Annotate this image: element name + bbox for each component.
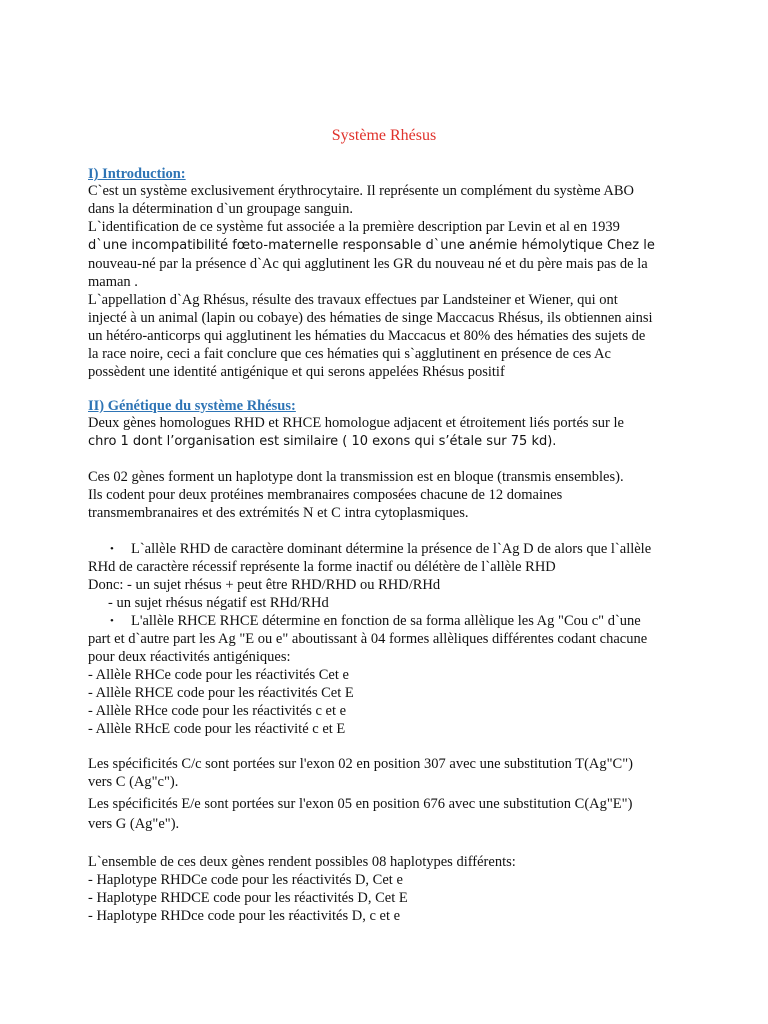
haplotype-paragraph-line: transmembranaires et des extrémités N et C intra cytoplasmiques.: [88, 505, 469, 521]
intro-line: C`est un système exclusivement érythrocytaire. Il représente un complément du système ABO: [88, 183, 635, 199]
intro-line: la race noire, ceci a fait conclure que ces hématies qui s`agglutinent en présence de ces Ac: [88, 346, 611, 362]
specificity-line: vers C (Ag"c").: [88, 774, 179, 790]
bullet-line: RHd de caractère récessif représente la forme inactif ou délétère de l`allèle RHD: [88, 559, 556, 575]
bullet-line: part et d`autre part les Ag "E ou e" aboutissant à 04 formes allèliques différentes codant chacune: [88, 631, 648, 647]
specificity-line: Les spécificités E/e sont portées sur l'exon 05 en position 676 avec une substitution C(Ag"E"): [88, 796, 633, 812]
intro-line: L`identification de ce système fut associée a la première description par Levin et al en 1939: [88, 219, 620, 235]
haplotype-item: - Haplotype RHDCe code pour les réactivités D, Cet e: [88, 872, 403, 888]
bullet-line: L`allèle RHD de caractère dominant détermine la présence de l`Ag D de alors que l`allèle: [131, 541, 652, 557]
specificity-line: Les spécificités C/c sont portées sur l'exon 02 en position 307 avec une substitution T(Ag"C"): [88, 756, 633, 772]
allele-item: - Allèle RHce code pour les réactivités c et e: [88, 703, 347, 719]
donc-line: - un sujet rhésus négatif est RHd/RHd: [108, 595, 329, 611]
intro-line: dans la détermination d`un groupage sanguin.: [88, 201, 353, 217]
donc-line: Donc: - un sujet rhésus + peut être RHD/RHD ou RHD/RHd: [88, 577, 441, 593]
bullet-icon: •: [110, 543, 114, 555]
page-title: Système Rhésus: [331, 127, 437, 144]
bullet-line: pour deux réactivités antigéniques:: [88, 649, 291, 665]
haplotype-paragraph-line: Ces 02 gènes forment un haplotype dont la transmission est en bloque (transmis ensembles).: [88, 469, 624, 485]
intro-line: maman .: [88, 274, 138, 290]
specificity-line: vers G (Ag"e").: [88, 816, 180, 832]
haplotype-item: - Haplotype RHDce code pour les réactivités D, c et e: [88, 908, 401, 924]
intro-line: L`appellation d`Ag Rhésus, résulte des travaux effectues par Landsteiner et Wiener, qui ont: [88, 292, 618, 308]
intro-line: un hétéro-anticorps qui agglutinent les hématies du Maccacus et 80% des hématies des sujets de: [88, 328, 646, 344]
genetics-line: Deux gènes homologues RHD et RHCE homologue adjacent et étroitement liés portés sur le: [88, 415, 624, 431]
haplotype-intro: L`ensemble de ces deux gènes rendent possibles 08 haplotypes différents:: [88, 854, 516, 870]
allele-item: - Allèle RHCE code pour les réactivités Cet E: [88, 685, 354, 701]
bullet-icon: •: [110, 615, 114, 627]
haplotype-paragraph-line: Ils codent pour deux protéines membranaires composées chacune de 12 domaines: [88, 487, 563, 503]
allele-item: - Allèle RHCe code pour les réactivités Cet e: [88, 667, 349, 683]
intro-line: nouveau-né par la présence d`Ac qui agglutinent les GR du nouveau né et du père mais pas de la: [88, 256, 648, 272]
haplotype-item: - Haplotype RHDCE code pour les réactivités D, Cet E: [88, 890, 408, 906]
section-heading-introduction: I) Introduction:: [88, 166, 186, 182]
intro-line: possèdent une identité antigénique et qui serons appelées Rhésus positif: [88, 364, 505, 380]
intro-line: d`une incompatibilité fœto-maternelle responsable d`une anémie hémolytique Chez le: [88, 238, 655, 253]
section-heading-genetique: II) Génétique du système Rhésus:: [88, 398, 296, 414]
genetics-line: chro 1 dont l’organisation est similaire ( 10 exons qui s’étale sur 75 kd).: [88, 434, 557, 449]
bullet-line: L'allèle RHCE RHCE détermine en fonction de sa forma allèlique les Ag "Cou c" d`une: [131, 613, 641, 629]
intro-line: injecté à un animal (lapin ou cobaye) des hématies de singe Maccacus Rhésus, ils obtiennen ainsi: [88, 310, 653, 326]
allele-item: - Allèle RHcE code pour les réactivité c et E: [88, 721, 346, 737]
